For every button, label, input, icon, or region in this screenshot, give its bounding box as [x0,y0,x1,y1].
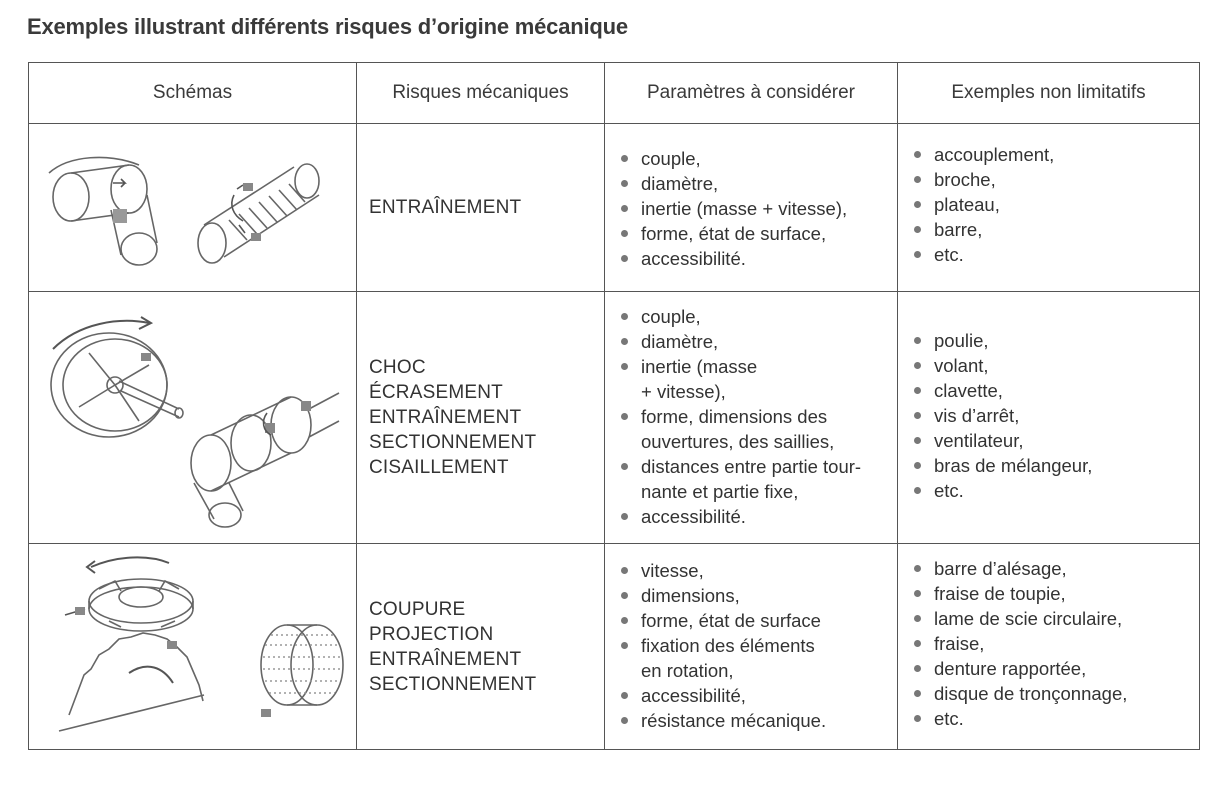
risk-label: ENTRAÎNEMENT [369,407,522,428]
header-schemas: Schémas [29,63,357,124]
schema-cell [29,292,357,544]
risk-cell [357,544,605,750]
list-item: forme, état de surface [619,608,897,633]
header-parametres: Paramètres à considérer [605,63,898,124]
list-item: inertie (masse + vitesse), [619,196,897,221]
list-item: diamètre, [619,171,897,196]
list-item: broche, [912,167,1199,192]
param-cell [605,124,898,292]
list-item: nante et partie fixe, [641,481,799,502]
list-item: ventilateur, [912,428,1199,453]
list-item: accessibilité. [619,504,897,529]
list-item: dimensions, [619,583,897,608]
schema-cell [29,124,357,292]
list-item: lame de scie circulaire, [912,606,1199,631]
page-title: Exemples illustrant différents risques d’origine mécanique [27,14,628,39]
risk-table [28,62,1200,750]
list-item: accessibilité, [619,683,897,708]
list-item: volant, [912,353,1199,378]
risk-label: SECTIONNEMENT [369,673,537,695]
list-item: etc. [912,706,1199,731]
list-item: clavette, [912,378,1199,403]
list-item: denture rapportée, [912,656,1199,681]
example-cell [898,544,1200,750]
risk-label: SECTIONNEMENT [369,432,537,453]
list-item: fraise, [912,631,1199,656]
list-item: vis d’arrêt, [912,403,1199,428]
param-cell [605,544,898,750]
list-item: etc. [912,478,1199,503]
example-cell [898,124,1200,292]
header-risques: Risques mécaniques [357,63,605,124]
list-item: forme, état de surface, [619,221,897,246]
list-item: distances entre partie tour- [619,454,897,479]
flywheel-icon [51,317,183,437]
table-row [29,292,1200,544]
list-item: fraise de toupie, [912,581,1199,606]
list-item: barre d’alésage, [912,556,1199,581]
list-item: résistance mécanique. [619,708,897,733]
table-row [29,544,1200,750]
list-item: inertie (masse [619,354,897,379]
example-cell [898,292,1200,544]
risk-label: CISAILLEMENT [369,457,509,478]
list-item: diamètre, [619,329,897,354]
list-item: couple, [619,146,897,171]
list-item: disque de tronçonnage, [912,681,1199,706]
table-header-row [29,63,1200,124]
coupling-icon [191,393,339,527]
list-item: couple, [619,304,897,329]
list-item: accouplement, [912,142,1199,167]
risk-cell [357,124,605,292]
threaded-rod-icon [198,164,319,263]
list-item: en rotation, [641,660,734,681]
list-item: bras de mélangeur, [912,453,1199,478]
list-item: plateau, [912,192,1199,217]
list-item: forme, dimensions des [619,404,897,429]
list-item: etc. [912,242,1199,267]
schema-cell [29,544,357,750]
list-item: accessibilité. [619,246,897,271]
rotating-shaft-icon [49,157,157,265]
list-item: + vitesse), [641,381,726,402]
header-exemples: Exemples non limitatifs [898,63,1200,124]
risk-label: COUPURE [369,598,466,620]
list-item: fixation des éléments [619,633,897,658]
cutter-head-icon [65,557,193,631]
list-item: vitesse, [619,558,897,583]
risk-cell [357,292,605,544]
table-row [29,124,1200,292]
risk-label: ÉCRASEMENT [369,382,503,403]
param-cell [605,292,898,544]
risk-label: ENTRAÎNEMENT [369,197,522,218]
list-item: barre, [912,217,1199,242]
list-item: ouvertures, des saillies, [641,431,835,452]
list-item: poulie, [912,328,1199,353]
milling-cutter-icon [261,625,343,717]
risk-label: CHOC [369,357,426,378]
saw-blade-icon [59,633,204,731]
risk-label: PROJECTION [369,623,494,645]
risk-label: ENTRAÎNEMENT [369,648,522,670]
